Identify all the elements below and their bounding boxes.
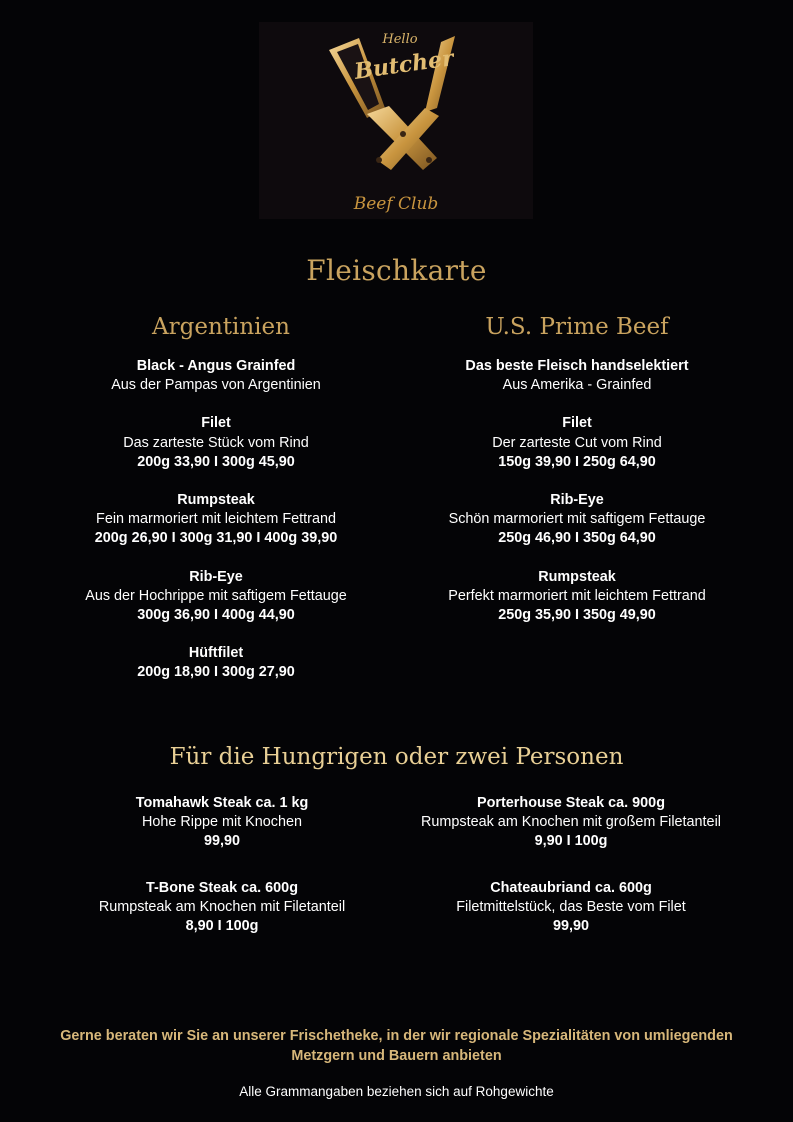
item-description: Der zarteste Cut vom Rind [492, 434, 662, 451]
item-price: 150g 39,90 I 250g 64,90 [498, 453, 656, 470]
item-description: Das zarteste Stück vom Rind [123, 434, 309, 451]
large-steaks-right-list [396, 794, 746, 955]
menu-item [52, 879, 392, 937]
item-price: 99,90 [552, 918, 589, 935]
item-name: Rumpsteak [538, 568, 616, 585]
item-description: Schön marmoriert mit saftigem Fettauge [448, 511, 706, 528]
item-name: Rib-Eye [550, 492, 604, 509]
item-price: 250g 35,90 I 350g 49,90 [498, 607, 656, 624]
logo-top-text: Hello [382, 32, 418, 47]
gram-info: Alle Grammangaben beziehen sich auf Rohgewichte [239, 1084, 554, 1099]
item-description: Aus Amerika - Grainfed [502, 377, 652, 394]
frischetheke-note-text: Gerne beraten wir Sie an unserer Frischetheke, in der wir regionale Spezialitäten von umliegenden Metzgern und Bauern anbieten [60, 1028, 733, 1064]
menu-item [46, 414, 386, 472]
item-description: Filetmittelstück, das Beste vom Filet [456, 898, 686, 915]
item-description: Aus der Pampas von Argentinien [111, 377, 321, 394]
item-name: Das beste Fleisch handselektiert [465, 358, 689, 374]
section-heading-text: Für die Hungrigen oder zwei Personen [169, 744, 624, 770]
menu-item [396, 879, 746, 937]
menu-item [46, 357, 386, 395]
item-name: Chateaubriand ca. 600g [490, 879, 652, 896]
menu-item [46, 491, 386, 549]
item-price: 9,90 I 100g [534, 833, 608, 850]
item-name: Tomahawk Steak ca. 1 kg [135, 795, 309, 811]
argentinien-menu-list [46, 357, 386, 702]
menu-item [406, 357, 748, 395]
item-price: 200g 26,90 I 300g 31,90 I 400g 39,90 [94, 530, 338, 547]
frischetheke-note [40, 1026, 753, 1066]
item-name: Filet [201, 415, 231, 432]
logo-bottom-text: Beef Club [353, 194, 439, 214]
large-steaks-left-list [52, 794, 392, 955]
item-description: Fein marmoriert mit leichtem Fettrand [96, 511, 336, 528]
menu-item [406, 568, 748, 626]
item-name: Hüftfilet [188, 645, 244, 662]
cleaver-knives-logo-icon [259, 22, 533, 219]
logo-script-text: Butcher [352, 45, 456, 85]
menu-item [406, 491, 748, 549]
item-description: Perfekt marmoriert mit leichtem Fettrand [448, 587, 706, 604]
heading-argentinien: Argentinien [152, 314, 290, 340]
item-description: Aus der Hochrippe mit saftigem Fettauge [85, 587, 347, 604]
menu-item [46, 644, 386, 682]
item-name: T-Bone Steak ca. 600g [146, 879, 298, 896]
item-price: 200g 33,90 I 300g 45,90 [137, 453, 295, 470]
us-prime-beef-menu-list [406, 357, 748, 644]
item-price: 200g 18,90 I 300g 27,90 [137, 664, 295, 681]
item-name: Rib-Eye [189, 568, 243, 585]
item-name: Rumpsteak [177, 492, 255, 509]
item-name: Porterhouse Steak ca. 900g [477, 795, 665, 811]
item-price: 99,90 [203, 833, 240, 850]
page-title: Fleischkarte [306, 254, 487, 287]
logo [259, 22, 533, 219]
section-heading-hungrige [0, 744, 793, 770]
menu-item [396, 794, 746, 852]
item-description: Rumpsteak am Knochen mit Filetanteil [98, 898, 346, 915]
item-price: 250g 46,90 I 350g 64,90 [498, 530, 656, 547]
item-price: 300g 36,90 I 400g 44,90 [137, 607, 295, 624]
item-description: Rumpsteak am Knochen mit großem Filetanteil [421, 814, 721, 831]
item-price: 8,90 I 100g [185, 918, 259, 935]
menu-item [46, 568, 386, 626]
menu-item [406, 414, 748, 472]
item-description: Hohe Rippe mit Knochen [142, 814, 302, 831]
heading-us-prime-beef: U.S. Prime Beef [485, 314, 669, 340]
item-name: Filet [562, 415, 592, 432]
item-name: Black - Angus Grainfed [136, 358, 296, 374]
menu-item [52, 794, 392, 852]
